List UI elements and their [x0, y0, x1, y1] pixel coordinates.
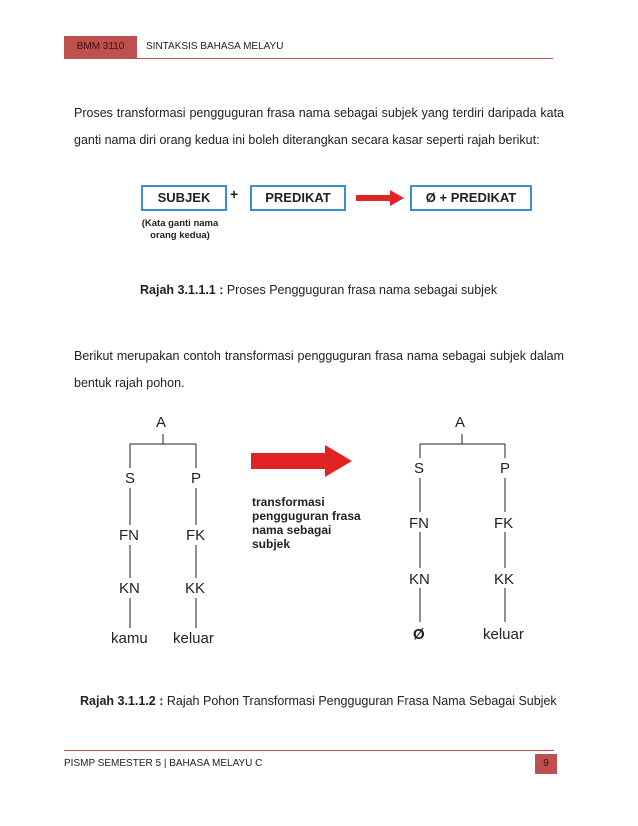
left-tree-kk: KK — [185, 580, 206, 597]
right-arrow-icon — [356, 190, 404, 206]
tree-right-edges — [420, 434, 505, 622]
right-tree-fk: FK — [494, 515, 514, 532]
transform-label-line4: subjek — [252, 537, 291, 551]
paragraph-intro: Proses transformasi pengguguran frasa nama sebagai subjek yang terdiri daripada kata ganti nama diri orang kedua ini boleh diterangkan secara kasar seperti rajah berikut: — [74, 106, 564, 147]
transform-label-line3: nama sebagai — [252, 523, 332, 537]
transform-label-line1: transformasi — [252, 495, 325, 509]
subject-note — [130, 218, 230, 242]
plus-sign: + — [230, 186, 239, 202]
right-tree-fn: FN — [409, 515, 429, 532]
figure1-caption-label: Rajah 3.1.1.1 : — [140, 283, 224, 297]
right-tree-leaf-empty: Ø — [413, 626, 425, 643]
right-tree-s: S — [414, 460, 425, 477]
paragraph-tree-intro: Berikut merupakan contoh transformasi pengguguran frasa nama sebagai subjek dalam bentuk rajah pohon. — [74, 349, 564, 390]
figure1-caption — [140, 282, 497, 298]
transform-label — [252, 495, 361, 551]
predikat-box: PREDIKAT — [250, 185, 346, 211]
header-divider — [64, 58, 553, 59]
left-tree-leaf-subject: kamu — [111, 630, 148, 647]
subjek-box: SUBJEK — [141, 185, 227, 211]
left-tree-s: S — [125, 470, 136, 487]
header-title: SINTAKSIS BAHASA MELAYU — [146, 41, 284, 52]
right-tree-kn: KN — [409, 571, 430, 588]
figure1-caption-text: Proses Pengguguran frasa nama sebagai subjek — [223, 283, 498, 297]
left-tree-fk: FK — [186, 527, 206, 544]
right-tree-p: P — [500, 460, 511, 477]
right-tree-kk: KK — [494, 571, 515, 588]
subject-note-line2: orang kedua) — [150, 230, 210, 241]
transform-label-line2: pengguguran frasa — [252, 509, 361, 523]
right-tree-leaf-predicate: keluar — [483, 626, 524, 643]
subject-note-line1: (Kata ganti nama — [141, 218, 219, 229]
figure2-caption-label: Rajah 3.1.1.2 : — [80, 694, 164, 708]
figure2-caption — [80, 693, 557, 709]
left-tree-kn: KN — [119, 580, 140, 597]
left-tree-root: A — [156, 414, 167, 431]
left-tree-fn: FN — [119, 527, 139, 544]
header-code: BMM 3110 — [64, 36, 137, 58]
page-number: 9 — [535, 754, 557, 774]
footer-text: PISMP SEMESTER 5 | BAHASA MELAYU C — [64, 758, 263, 769]
left-tree-leaf-predicate: keluar — [173, 630, 214, 647]
figure2-caption-text: Rajah Pohon Transformasi Pengguguran Frasa Nama Sebagai Subjek — [163, 694, 557, 708]
transform-arrow-icon — [251, 445, 352, 477]
left-tree-p: P — [191, 470, 202, 487]
footer-divider — [64, 750, 554, 751]
right-tree-root: A — [455, 414, 466, 431]
result-box: Ø + PREDIKAT — [410, 185, 532, 211]
